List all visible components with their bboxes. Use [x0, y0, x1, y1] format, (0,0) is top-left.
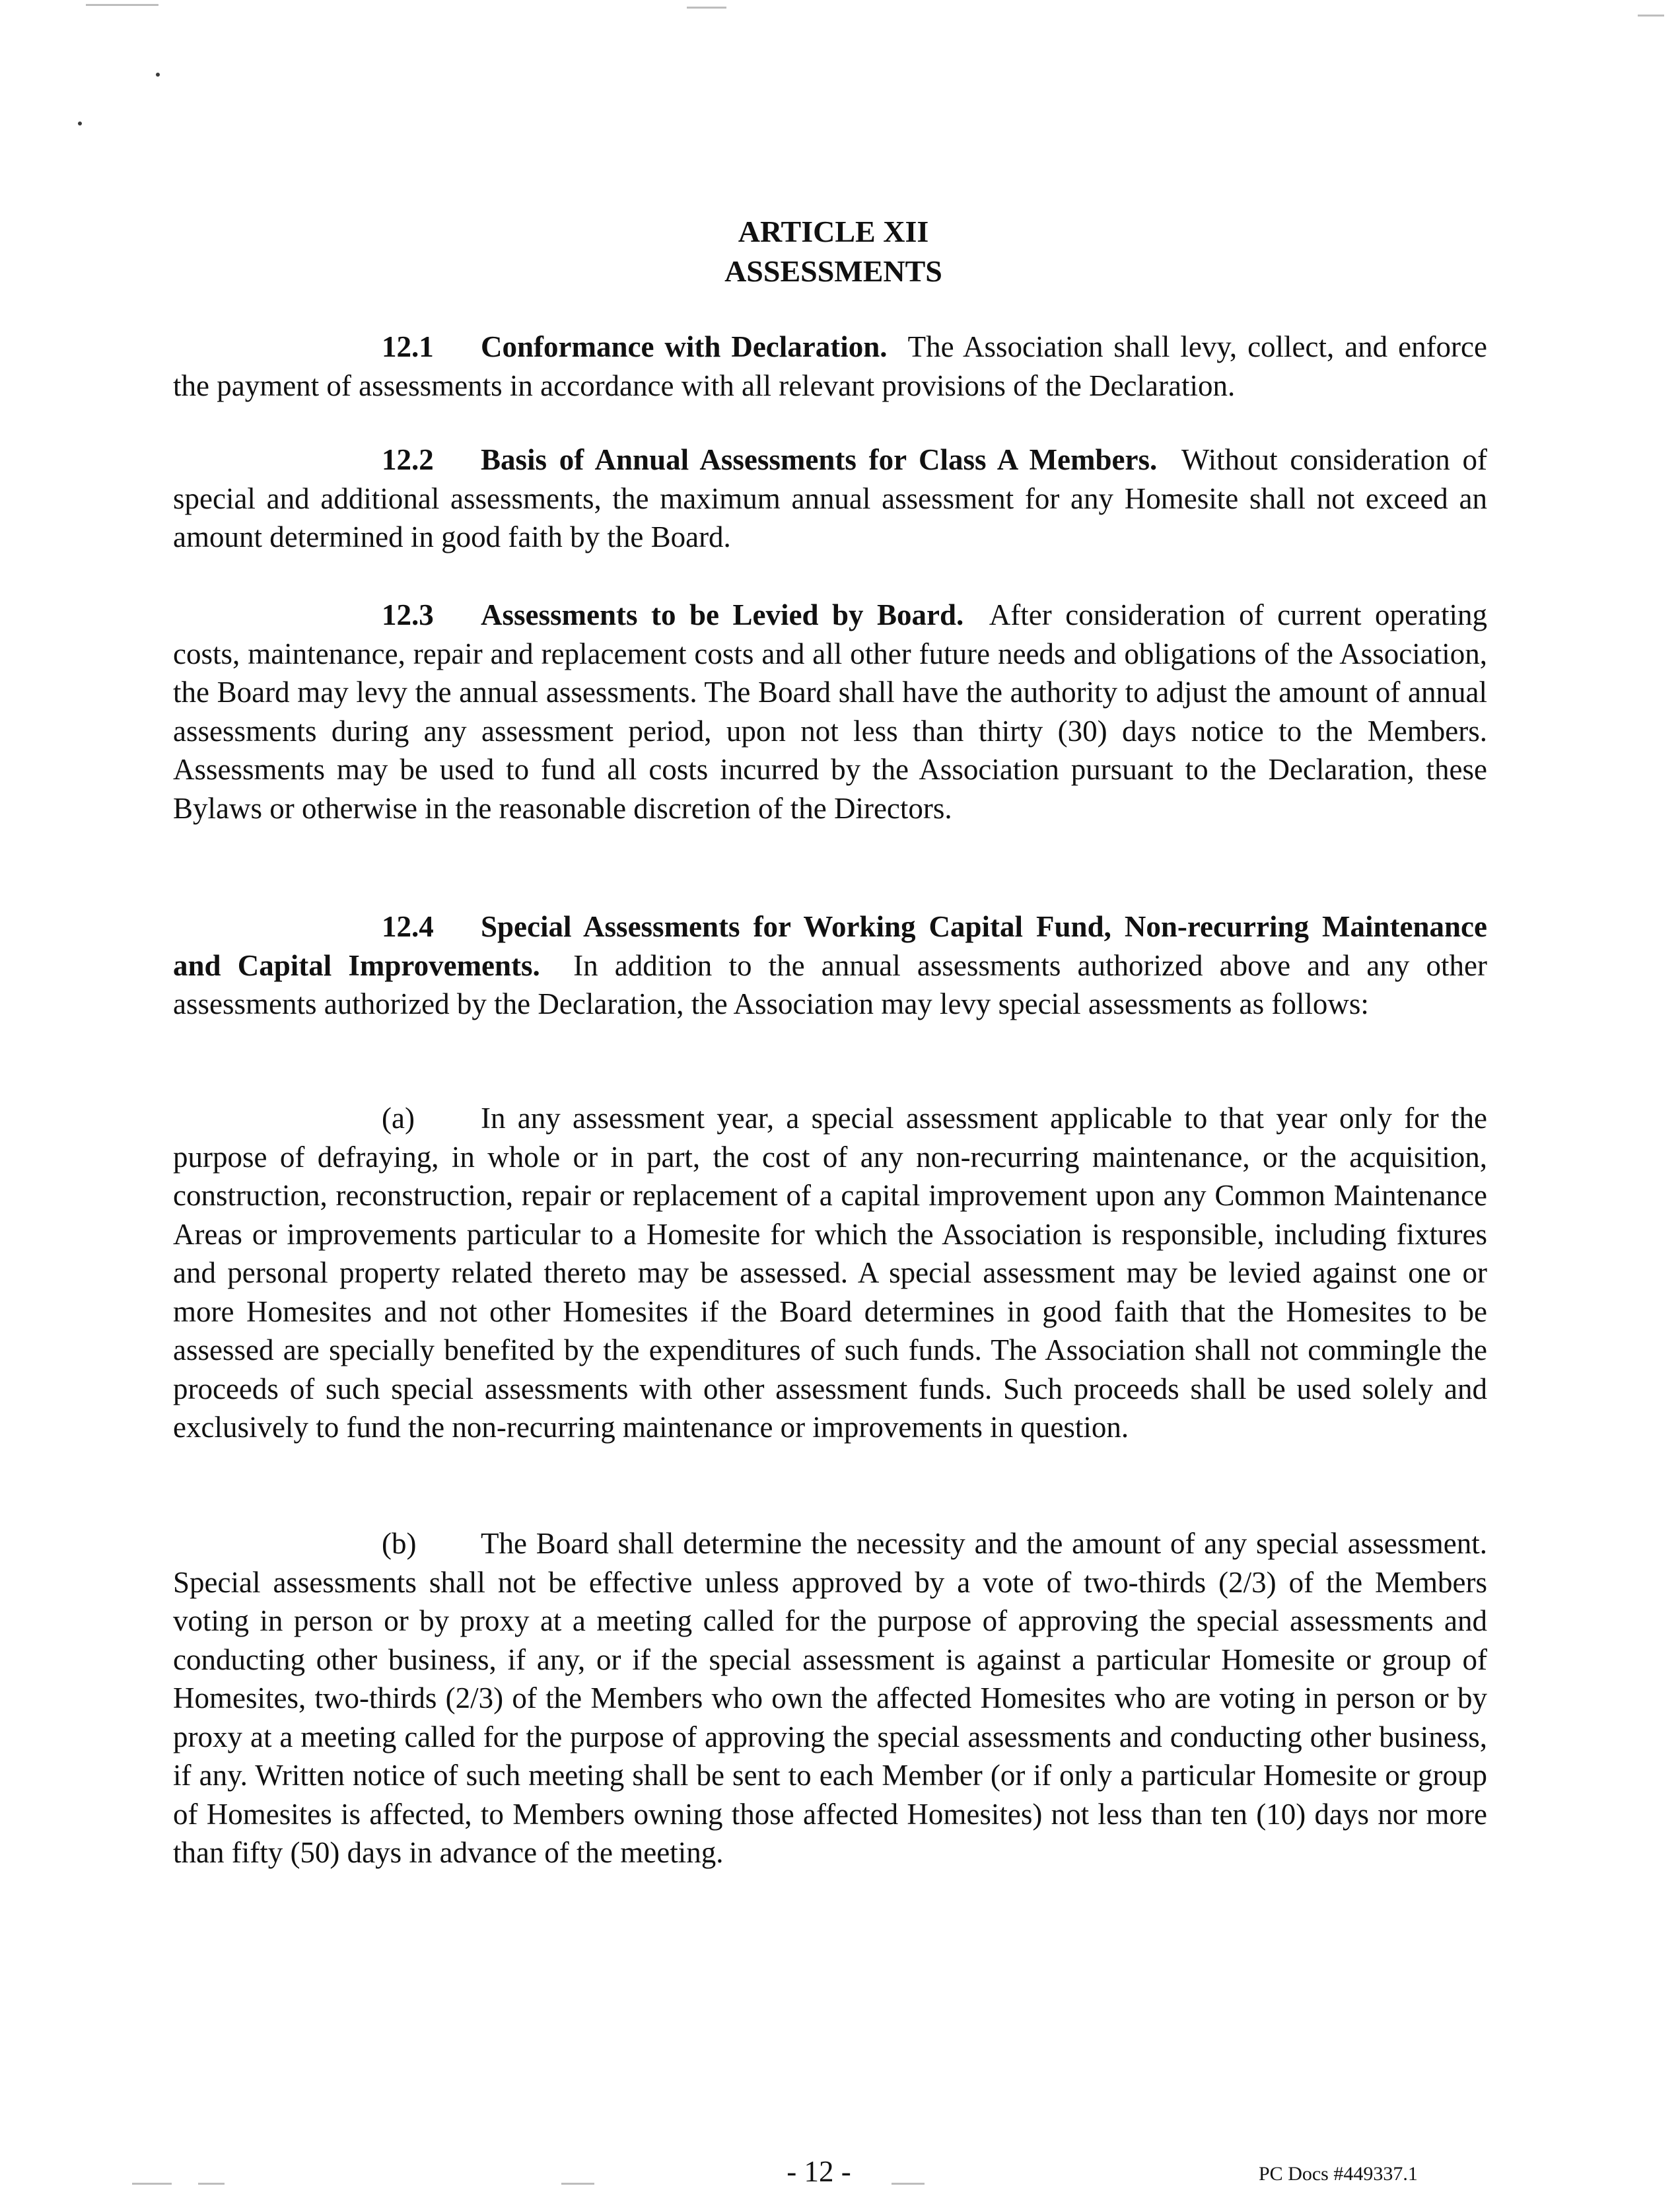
scan-artifact-bottom [198, 2183, 225, 2185]
section-number: 12.1 [382, 330, 434, 363]
subsection-marker: (a) [382, 1102, 415, 1135]
section-12-3 [173, 596, 1487, 828]
section-text: The Association shall levy, collect, and enforce the payment of assessments in accordance with all relevant provisions of the Declaration. [173, 330, 1487, 402]
section-text: In addition to the annual assessments authorized above and any other assessments authorized by the Declaration, the Association may levy special assessments as follows: [173, 948, 1487, 1020]
section-title: Basis of Annual Assessments for Class A Members. [481, 443, 1158, 476]
section-text: After consideration of current operating costs, maintenance, repair and replacement costs and all other future needs and obligations of the Association, the Board may levy the annual assessments. The Board shall have the authority to adjust the amount of annual assessments during any assessment period, upon not less than thirty (30) days notice to the Members. Assessments may be used to fund all costs incurred by the Association pursuant to the Declaration, these Bylaws or otherwise in the reasonable discretion of the Directors. [173, 598, 1487, 825]
section-number: 12.4 [382, 910, 434, 943]
section-title: Conformance with Declaration. [481, 330, 888, 363]
subsection-b [173, 1524, 1487, 1872]
subsection-text: In any assessment year, a special assessment applicable to that year only for the purpose of defraying, in whole or in part, the cost of any non-recurring maintenance, or the acquisition, construction, reconstruction, repair or replacement of a capital improvement upon any Common Maintenance Areas or improvements particular to a Homesite for which the Association is responsible, including fixtures and personal property related thereto may be assessed. A special assessment may be levied against one or more Homesites and not other Homesites if the Board determines in good faith that the Homesites to be assessed are specially benefited by the expenditures of such funds. The Association shall not commingle the proceeds of such special assessments with other assessment funds. Such proceeds shall be used solely and exclusively to fund the non-recurring maintenance or improvements in question. [173, 1102, 1487, 1444]
document-id: PC Docs #449337.1 [1259, 2163, 1418, 2185]
section-12-2 [173, 441, 1487, 557]
section-text: Without consideration of special and additional assessments, the maximum annual assessment for any Homesite shall not exceed an amount determined in good faith by the Board. [173, 443, 1488, 553]
scan-speck [156, 73, 160, 77]
section-number: 12.3 [382, 598, 434, 631]
page-number: - 12 - [787, 2155, 851, 2188]
section-number: 12.2 [382, 443, 434, 476]
scan-artifact-top [1638, 15, 1664, 17]
article-number: ARTICLE XII [738, 215, 929, 248]
section-12-4 [173, 907, 1487, 1024]
subsection-a [173, 1099, 1487, 1447]
scan-artifact-bottom [132, 2183, 172, 2185]
scan-artifact-top [687, 7, 726, 9]
section-12-1 [173, 328, 1487, 405]
scan-artifact-top [86, 4, 158, 6]
scan-artifact-bottom [561, 2183, 594, 2185]
subsection-text: The Board shall determine the necessity and the amount of any special assessment. Special assessments shall not be effective unless approved by a vote of two-thirds (2/3) of the Members voting in person or by proxy at a meeting called for the purpose of approving the special assessments and conducting other business, if any, or if the special assessment is against a particular Homesite or group of Homesites, two-thirds (2/3) of the Members who own the affected Homesites who are voting in person or by proxy at a meeting called for the purpose of approving the special assessments and conducting other business, if any. Written notice of such meeting shall be sent to each Member (or if only a particular Homesite or group of Homesites is affected, to Members owning those affected Homesites) not less than ten (10) days nor more than fifty (50) days in advance of the meeting. [173, 1527, 1487, 1869]
section-title: Special Assessments for Working Capital Fund, Non-recurring Maintenance and Capital Improvements. [173, 910, 1487, 982]
scan-speck [78, 122, 82, 125]
article-title: ASSESSMENTS [724, 254, 942, 288]
scan-artifact-bottom [892, 2183, 925, 2185]
section-title: Assessments to be Levied by Board. [481, 598, 964, 631]
subsection-marker: (b) [382, 1527, 417, 1560]
